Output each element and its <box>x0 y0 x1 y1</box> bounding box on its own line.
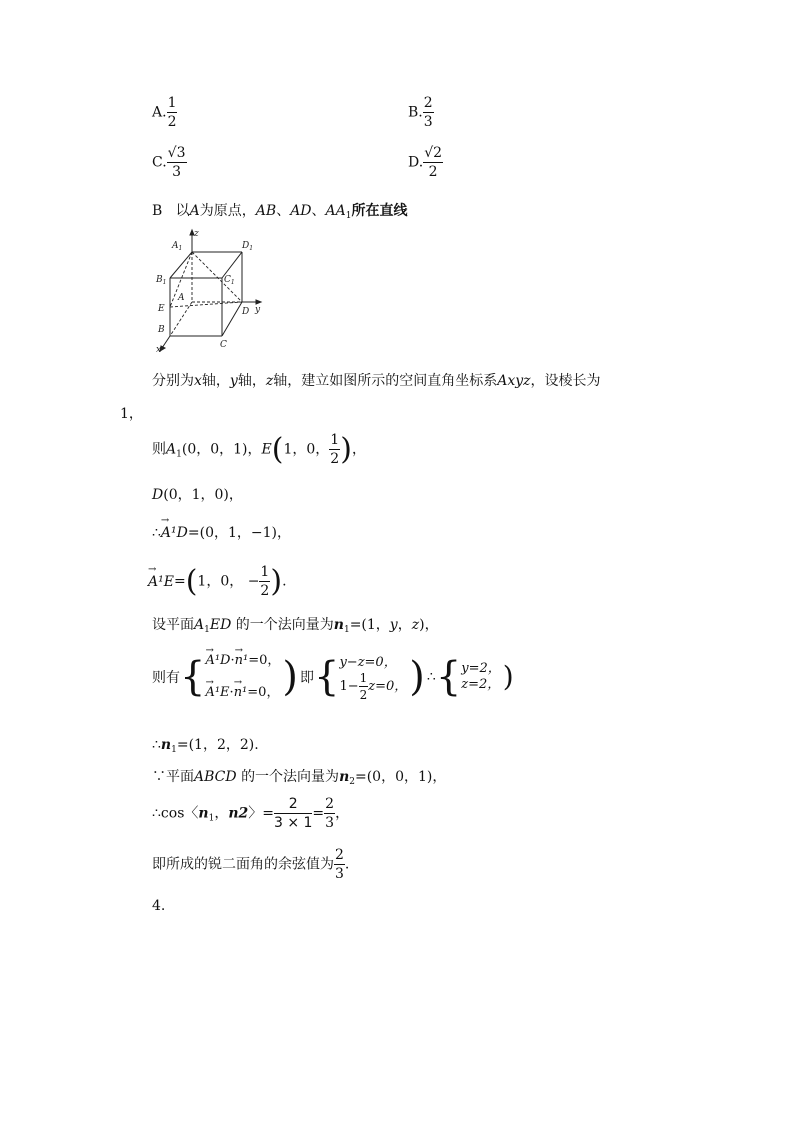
vector-line: ∴→ A¹D=(0，1，−1)， <box>152 522 291 542</box>
system2-row2: 1− $\frac{1}{2}$ z=0， <box>339 670 408 702</box>
label-z: z <box>194 229 199 239</box>
conclusion-line: 即所成的锐二面角的余弦值为 $\frac{2}{3}$ . <box>152 847 350 882</box>
text-line: ∵平面ABCD 的一个法向量为$n_2=(0$，0，1)， <box>152 769 447 787</box>
fraction: $\frac{√3}{3}$ <box>167 145 186 180</box>
edge-A1-B1 <box>170 252 192 278</box>
segment-A1-D <box>192 252 242 302</box>
equation-system: 则有 { → A¹D·→ n¹=0， → A¹E·→ n¹=0， ) 即 { y−z=0， 1− $\frac{1}{2}$ z=0， ) ∴ { y=2， z=2， ) <box>152 650 516 704</box>
cube-figure <box>150 228 270 356</box>
system1-row2: → A¹E·→ n¹=0， <box>205 682 280 704</box>
label-y: y <box>255 305 261 315</box>
fraction: $\frac{1}{2}$ <box>260 564 270 599</box>
result-row1: y=2， <box>461 661 501 676</box>
option-d: D. $\frac{√2}{2}$ <box>408 145 443 180</box>
vector-A1E: → A¹E <box>148 574 174 590</box>
option-c: C. $\frac{√3}{3}$ <box>152 145 186 180</box>
edge-C-D <box>222 302 242 336</box>
fraction: $\frac{2}{3}$ <box>335 847 344 882</box>
question-number: 4. <box>152 898 166 914</box>
y-arrow <box>256 300 261 304</box>
label-x: x <box>156 345 162 355</box>
label-C1: $C_1$ <box>224 275 235 286</box>
text-line: 设平面$A_1ED$ 的一个法向量为$n_1=(1$，y，z)， <box>152 617 439 635</box>
vector-A1D: → A¹D <box>161 525 188 541</box>
fraction: $\frac{2}{3}$ <box>423 95 433 130</box>
label-A1: $A_1$ <box>172 241 183 252</box>
x-axis <box>162 336 170 348</box>
label-D1: $D_1$ <box>242 241 254 252</box>
option-b: B. $\frac{2}{3}$ <box>408 95 433 130</box>
fraction: $\frac{√2}{2}$ <box>424 145 443 180</box>
fraction: $\frac{2}{3}$ <box>325 796 335 831</box>
system1-row1: → A¹D·→ n¹=0， <box>205 650 280 672</box>
option-a: A. $\frac{1}{2}$ <box>152 95 177 130</box>
label-A: A <box>178 293 185 303</box>
text-line: $\therefore n_1=(1$，2，2). <box>152 737 259 755</box>
coords-line: D(0，1，0)， <box>152 487 243 503</box>
cosine-line: ∴cos〈$n_1$，n2〉= $\frac{2}{3 \times 1}$ = $\frac{2}{3}$ ， <box>152 796 350 831</box>
text-line: 分别为x轴，y轴，z轴，建立如图所示的空间直角坐标系Axyz，设棱长为 <box>152 373 601 389</box>
fraction: $\frac{1}{2}$ <box>167 95 177 130</box>
system2-row1: y−z=0， <box>339 654 397 670</box>
label-E: E <box>158 304 165 314</box>
label-B1: $B_1$ <box>156 275 167 286</box>
label-D: D <box>242 307 250 317</box>
coords-line: 则$A_1(0$，0，1)，E(1，0， $\frac{1}{2}$ )， <box>152 432 366 467</box>
result-row2: z=2， <box>461 677 501 692</box>
vector-line: → A¹E=(1，0， − $\frac{1}{2}$ ). <box>148 564 287 599</box>
fraction: $\frac{2}{3 \times 1}$ <box>273 796 313 831</box>
text-line: 1， <box>120 406 143 422</box>
label-B: B <box>158 325 165 335</box>
hidden-edge-A-B <box>170 302 192 336</box>
fraction: $\frac{1}{2}$ <box>330 432 340 467</box>
label-C: C <box>220 340 227 350</box>
answer-line: B 以A为原点，AB、AD、$AA_1$所在直线 <box>152 203 408 221</box>
